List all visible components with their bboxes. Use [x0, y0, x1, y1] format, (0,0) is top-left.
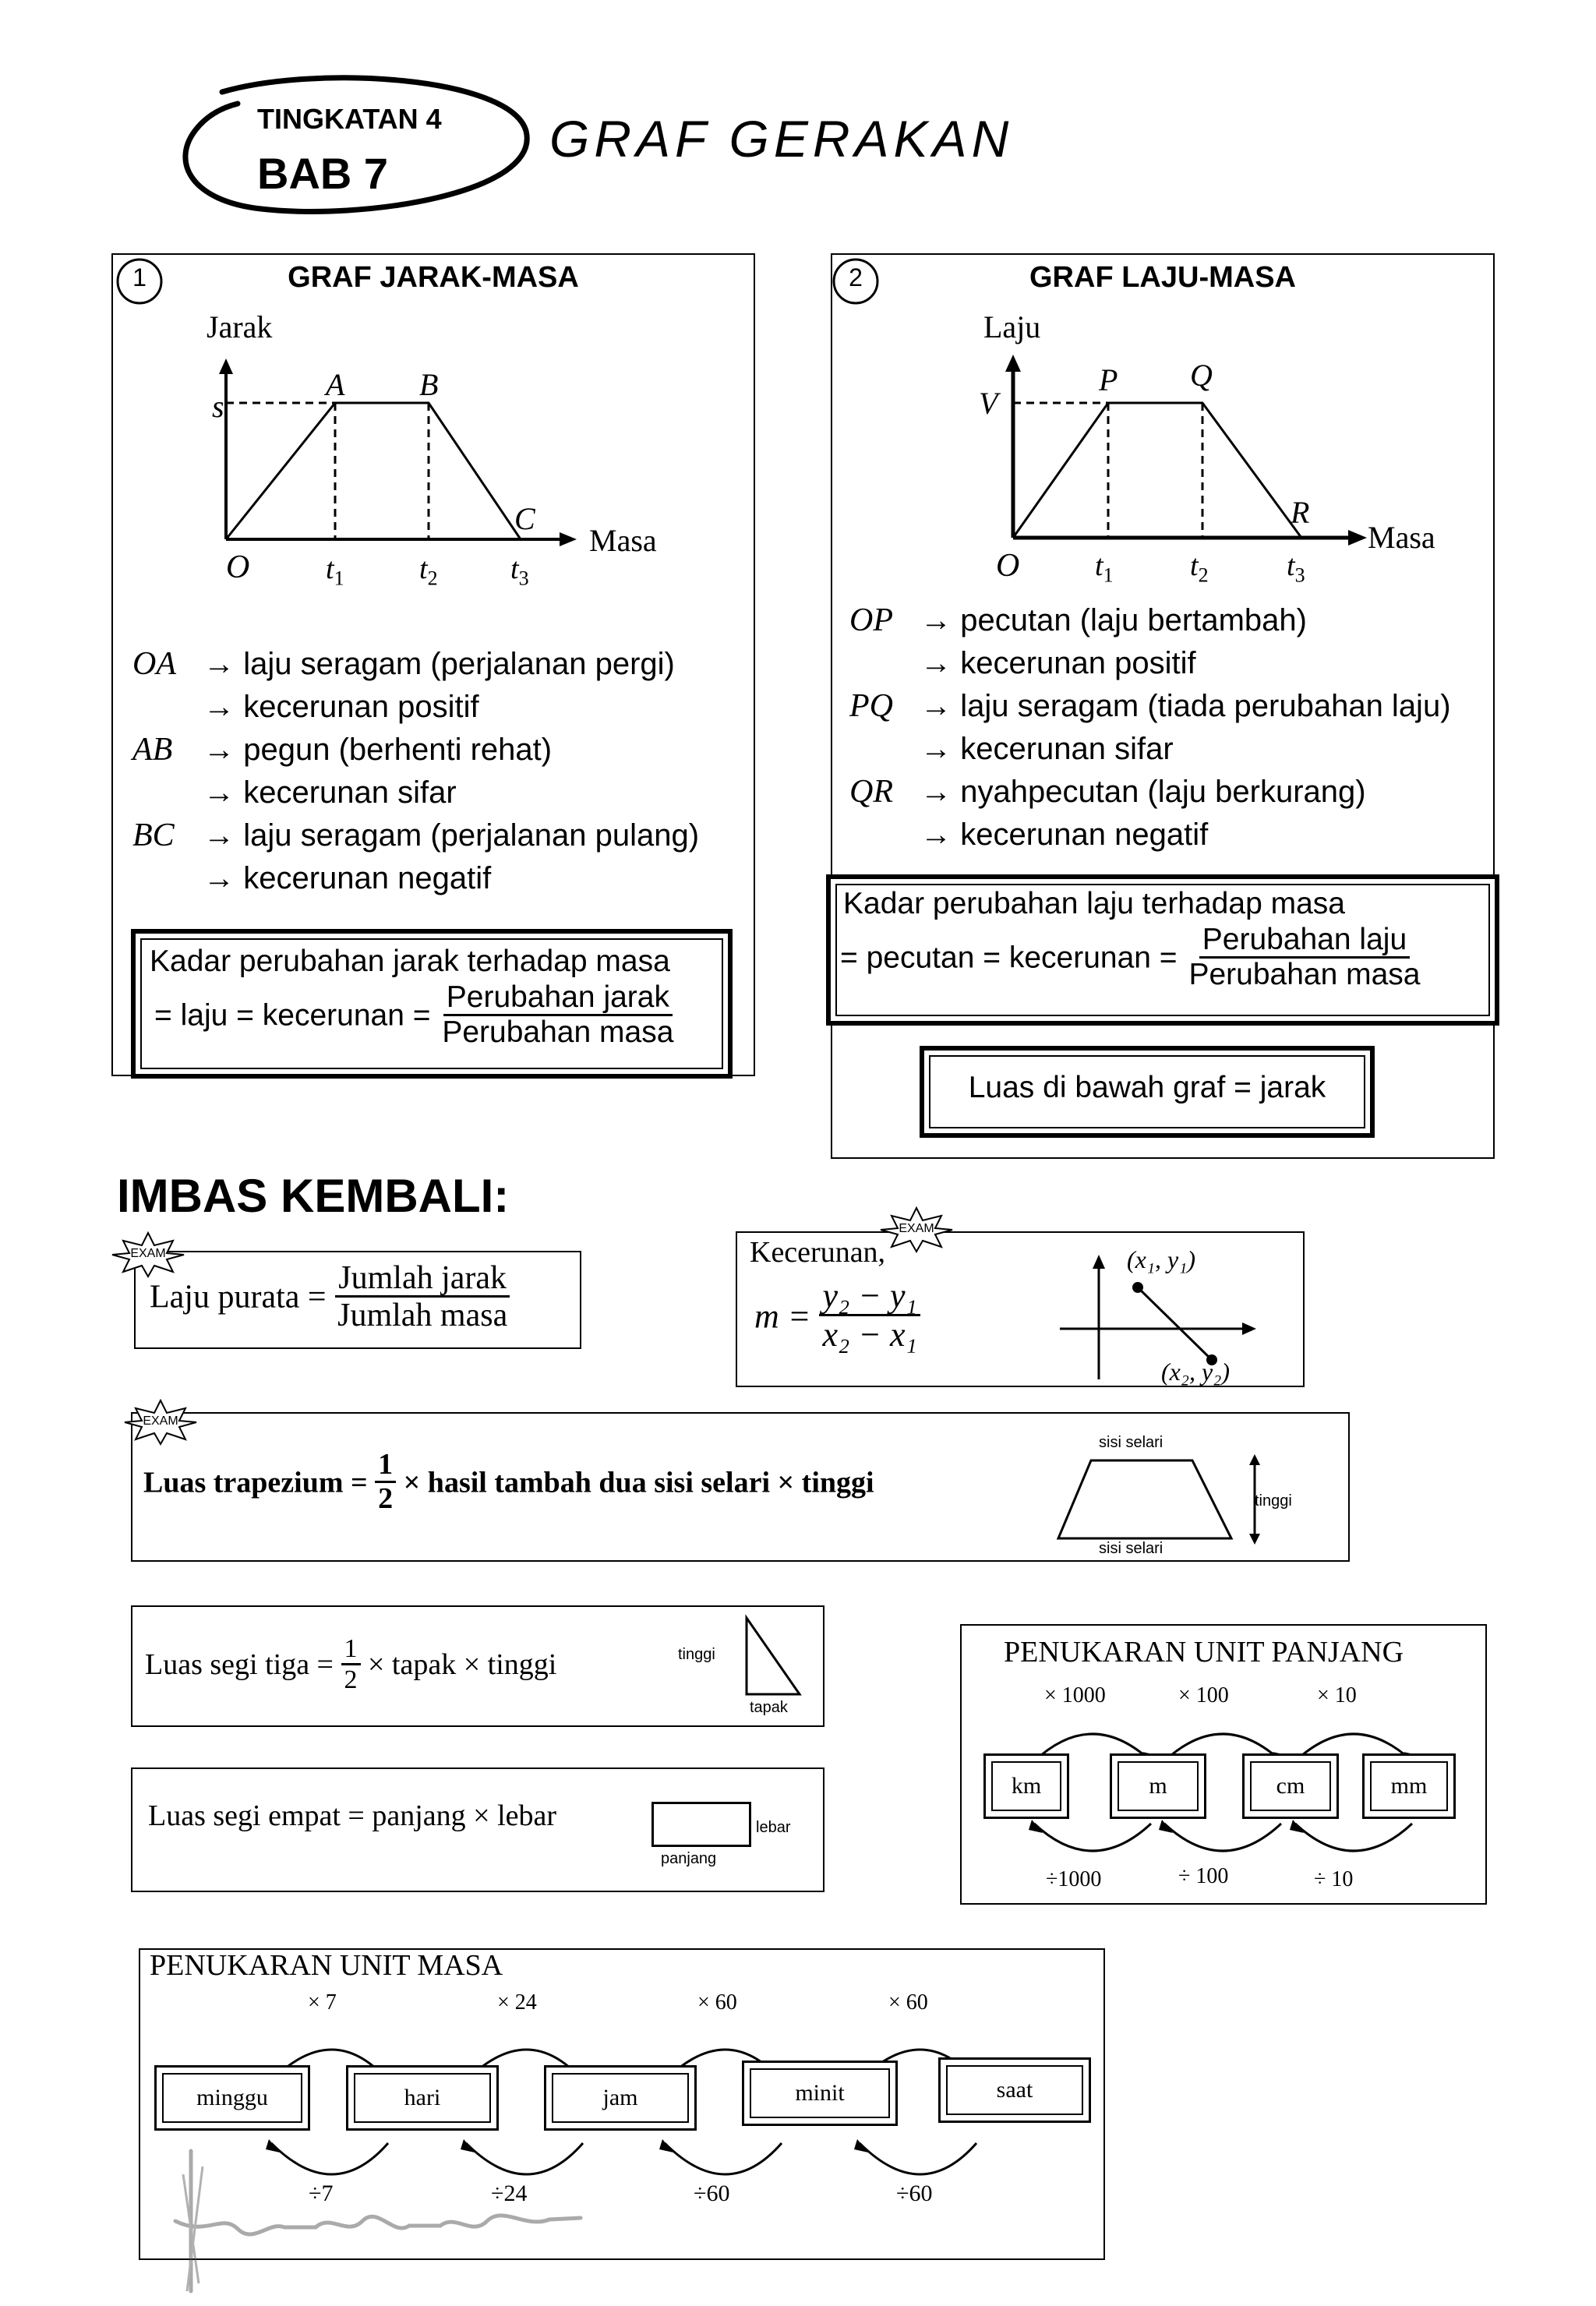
panel2-note-pq-slope: → kecerunan sifar: [912, 732, 1174, 766]
signature-watermark: [160, 2128, 596, 2299]
panel1-title: GRAF JARAK-MASA: [288, 261, 579, 294]
time-div-1: ÷7: [309, 2181, 334, 2206]
gradient-formula: m = $\frac{\text{y₂ − y₁}}{\text{x₂ − x₁}}$: [754, 1278, 920, 1354]
triangle-formula: Luas segi tiga = $\frac{1}{2}$ × tapak × tinggi: [145, 1634, 557, 1694]
panel1-note-bc-slope: → kecerunan negatif: [195, 861, 492, 895]
avg-speed-formula: Laju purata = $\frac{\text{Jumlah jarak}}{\text{Jumlah masa}}$: [150, 1261, 510, 1333]
panel1-formula-line2: = laju = kecerunan = $\frac{\text{Perubahan jarak}}{\text{Perubahan masa}}$: [154, 980, 674, 1049]
form-label: TINGKATAN 4: [257, 103, 442, 135]
panel1-note-bc: BC → laju seragam (perjalanan pulang): [132, 818, 700, 853]
unit-mm: mm: [1362, 1753, 1456, 1819]
panel2-formula-line1: Kadar perubahan laju terhadap masa: [843, 887, 1345, 920]
gradient-point-1: (x₁, y₁): [1127, 1245, 1195, 1273]
length-units-title: PENUKARAN UNIT PANJANG: [1004, 1636, 1404, 1669]
panel1-note-oa-slope: → kecerunan positif: [195, 690, 479, 724]
page-title: GRAF GERAKAN: [549, 110, 1014, 168]
trapezium-top-label: sisi selari: [1099, 1434, 1163, 1451]
panel2-title: GRAF LAJU-MASA: [1029, 261, 1296, 294]
rectangle-width-label: lebar: [756, 1819, 791, 1836]
trapezium-shape: [1052, 1451, 1270, 1545]
panel1-note-oa: OA → laju seragam (perjalanan pergi): [132, 646, 675, 682]
time-mul-3: × 60: [697, 1990, 737, 2015]
panel2-note-op-slope: → kecerunan positif: [912, 646, 1196, 680]
trapezium-formula: Luas trapezium = $\frac{1}{2}$ × hasil tambah dua sisi selari × tinggi: [143, 1448, 874, 1515]
time-div-4: ÷60: [896, 2181, 933, 2206]
unit-minit: minit: [742, 2061, 898, 2126]
unit-jam: jam: [544, 2065, 697, 2131]
trapezium-bottom-label: sisi selari: [1099, 1540, 1163, 1557]
panel2-y-axis-label: Laju: [983, 309, 1041, 344]
exam-badge-label: EXAM: [143, 1414, 178, 1428]
trapezium-height-label: tinggi: [1255, 1492, 1292, 1510]
panel2-note-qr-slope: → kecerunan negatif: [912, 818, 1209, 852]
gradient-label: Kecerunan,: [750, 1236, 886, 1269]
panel1-point-c: C: [514, 501, 535, 536]
panel1-number: 1: [132, 263, 147, 291]
panel1-level-label: s: [212, 389, 224, 424]
unit-saat: saat: [938, 2057, 1091, 2123]
panel1-x-axis-label: Masa: [589, 523, 657, 558]
rectangle-formula: Luas segi empat = panjang × lebar: [148, 1799, 557, 1832]
panel1-tick-2: $t_2$: [419, 553, 438, 590]
triangle-height-label: tinggi: [678, 1646, 715, 1663]
recap-heading: IMBAS KEMBALI:: [117, 1170, 510, 1222]
time-units-title: PENUKARAN UNIT MASA: [150, 1949, 503, 1982]
panel1-note-ab-slope: → kecerunan sifar: [195, 775, 457, 810]
triangle-shape: [740, 1613, 803, 1699]
panel2-point-q: Q: [1190, 358, 1213, 393]
panel2-tick-2: $t_2$: [1190, 549, 1209, 587]
chapter-label: BAB 7: [257, 149, 389, 198]
length-mul-1: × 1000: [1044, 1683, 1106, 1707]
panel2-point-p: P: [1099, 362, 1118, 397]
panel2-origin: O: [996, 548, 1020, 584]
panel2-x-axis-label: Masa: [1368, 520, 1435, 555]
panel1-origin: O: [226, 549, 250, 585]
unit-m: m: [1110, 1753, 1206, 1819]
unit-cm: cm: [1242, 1753, 1339, 1819]
exam-badge-label: EXAM: [130, 1247, 166, 1260]
panel2-note-pq: PQ → laju seragam (tiada perubahan laju): [849, 688, 1451, 724]
time-mul-1: × 7: [308, 1990, 337, 2015]
rectangle-shape: [651, 1802, 751, 1847]
time-div-3: ÷60: [694, 2181, 730, 2206]
panel2-level-label: V: [979, 386, 998, 421]
panel1-note-ab: AB → pegun (berhenti rehat): [132, 732, 553, 768]
exam-badge-label: EXAM: [899, 1222, 934, 1235]
panel1-tick-3: $t_3$: [510, 553, 529, 590]
time-div-2: ÷24: [491, 2181, 528, 2206]
panel2-note-qr: QR → nyahpecutan (laju berkurang): [849, 774, 1366, 810]
panel2-tick-3: $t_3$: [1287, 549, 1305, 587]
length-mul-2: × 100: [1178, 1683, 1229, 1707]
length-mul-3: × 10: [1317, 1683, 1357, 1707]
panel2-point-r: R: [1291, 495, 1310, 530]
panel1-formula-line1: Kadar perubahan jarak terhadap masa: [150, 945, 670, 978]
unit-hari: hari: [346, 2065, 499, 2131]
panel2-note-op: OP → pecutan (laju bertambah): [849, 602, 1307, 638]
length-div-3: ÷ 10: [1314, 1867, 1354, 1891]
rectangle-length-label: panjang: [661, 1850, 717, 1867]
gradient-point-2: (x₂, y₂): [1161, 1358, 1230, 1386]
panel1-tick-1: $t_1$: [326, 553, 344, 590]
panel2-area-note: Luas di bawah graf = jarak: [968, 1071, 1326, 1104]
length-div-1: ÷1000: [1046, 1867, 1102, 1891]
panel2-number: 2: [849, 263, 863, 291]
panel1-point-a: A: [326, 367, 345, 402]
panel1-y-axis-label: Jarak: [207, 309, 273, 344]
panel2-formula-line2: = pecutan = kecerunan = $\frac{\text{Perubahan laju}}{\text{Perubahan masa}}$: [840, 923, 1421, 991]
header-oval: [175, 69, 534, 224]
triangle-base-label: tapak: [750, 1699, 788, 1716]
time-mul-2: × 24: [497, 1990, 537, 2015]
unit-km: km: [983, 1753, 1069, 1819]
time-mul-4: × 60: [888, 1990, 928, 2015]
length-div-2: ÷ 100: [1178, 1864, 1229, 1888]
unit-minggu: minggu: [154, 2065, 310, 2131]
panel2-tick-1: $t_1$: [1095, 549, 1114, 587]
panel1-point-b: B: [419, 367, 439, 402]
